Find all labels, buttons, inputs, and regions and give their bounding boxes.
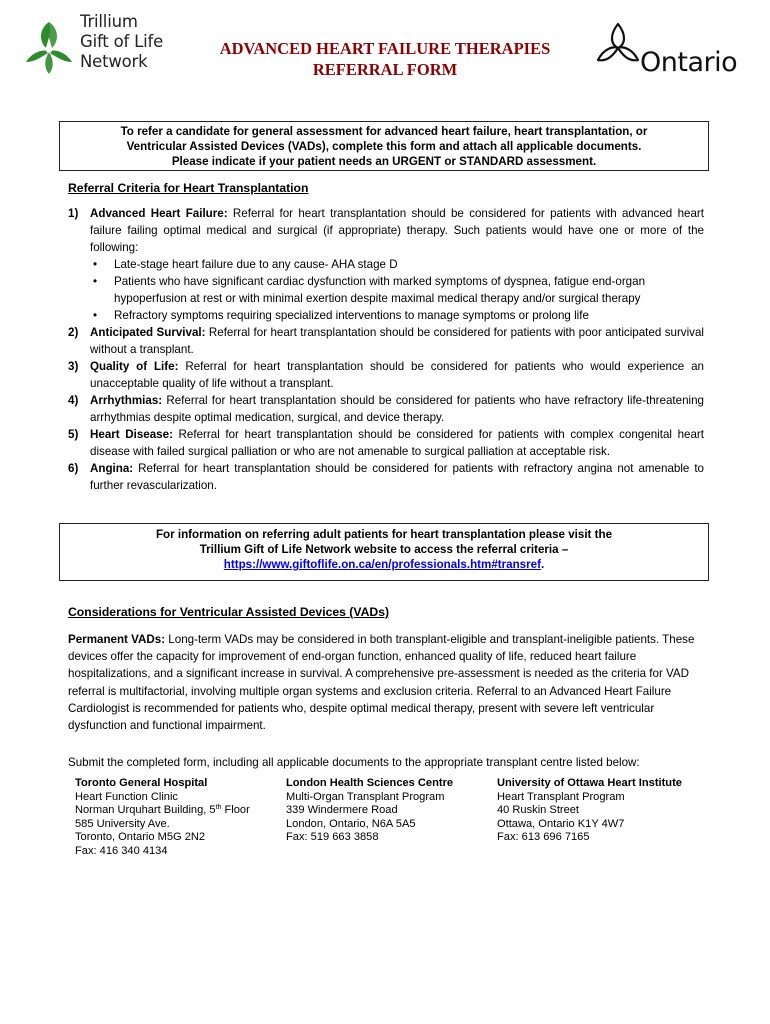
criteria-label: Advanced Heart Failure: xyxy=(90,207,228,220)
centre-building xyxy=(75,804,285,818)
centre-address: 339 Windermere Road xyxy=(286,804,398,817)
criteria-label: Angina: xyxy=(90,462,134,475)
vad-label: Permanent VADs: xyxy=(68,633,166,646)
tgln-logo xyxy=(22,12,172,78)
criteria-item xyxy=(68,426,704,460)
bullet-text: Refractory symptoms requiring specialized interventions to manage symptoms or prolong life xyxy=(114,309,589,322)
intro-instructions-box xyxy=(59,121,709,171)
criteria-item xyxy=(68,392,704,426)
centre-address: 40 Ruskin Street xyxy=(497,804,580,817)
centre-london xyxy=(286,777,496,845)
centre-city: London, Ontario, N6A 5A5 xyxy=(286,817,416,830)
centre-fax: Fax: 416 340 4134 xyxy=(75,844,168,857)
submit-instructions: Submit the completed form, including all applicable documents to the appropriate transplant centre listed below: xyxy=(68,756,640,769)
criteria-item xyxy=(68,324,704,358)
criteria-text: Referral for heart transplantation should be considered for patients who have refractory life-threatening arrhythmias despite optimal medication, surgical, and device therapy. xyxy=(90,394,704,424)
criteria-number: 4) xyxy=(68,394,79,407)
info-link-suffix: . xyxy=(540,558,545,571)
criteria-text: Referral for heart transplantation should be considered for patients who would experience an unacceptable quality of life without a transplant. xyxy=(90,360,705,390)
centre-program: Multi-Organ Transplant Program xyxy=(286,790,445,803)
centre-name: University of Ottawa Heart Institute xyxy=(497,777,682,789)
info-line: For information on referring adult patients for heart transplantation please visit the xyxy=(155,528,613,541)
trillium-outline-icon xyxy=(594,20,642,72)
bullet-text: Late-stage heart failure due to any cause- AHA stage D xyxy=(114,258,398,271)
vad-text: Long-term VADs may be considered in both transplant-eligible and transplant-ineligible patients. These devices offer the capacity for improvement of end-organ function, enhanced quality of life, reduced heart failure hospitalizations, and a significant increase in survival. A comprehensive pre-assessment is needed as the criteria for VAD referral is multifactorial, involving multiple organ systems and exclusion criteria. Referral to an Advanced Heart Failure Cardiologist is recommended for patients who, despite optimal medical therapy, present with severe left ventricular dysfunction and functional impairment. xyxy=(68,633,695,733)
form-title-line1: ADVANCED HEART FAILURE THERAPIES xyxy=(219,39,551,58)
centre-ottawa xyxy=(497,777,707,845)
centre-name: London Health Sciences Centre xyxy=(286,777,454,789)
criteria-item xyxy=(68,205,704,256)
intro-line: Ventricular Assisted Devices (VADs), complete this form and attach all applicable documents. xyxy=(126,140,642,153)
criteria-text: Referral for heart transplantation should be considered for patients with complex congenital heart disease with failed surgical palliation or who are not amenable to surgical palliation at acceptable risk. xyxy=(90,428,704,458)
criteria-number: 5) xyxy=(68,428,79,441)
vad-heading: Considerations for Ventricular Assisted Devices (VADs) xyxy=(68,605,390,619)
ontario-logo xyxy=(594,20,744,80)
transref-link[interactable]: https://www.giftoflife.on.ca/en/professionals.htm#transref xyxy=(223,558,541,571)
centre-building-text: Norman Urquhart Building, 5 xyxy=(75,804,216,817)
criteria-bullet xyxy=(68,307,704,324)
criteria-bullet xyxy=(68,256,704,273)
criteria-text: Referral for heart transplantation should be considered for patients with advanced heart failure failing optimal medical and surgical (if appropriate) therapy. Such patients would have one or more of the following: xyxy=(90,207,705,254)
intro-line: Please indicate if your patient needs an URGENT or STANDARD assessment. xyxy=(171,155,597,168)
criteria-item xyxy=(68,460,704,494)
criteria-label: Heart Disease: xyxy=(90,428,173,441)
centre-city: Toronto, Ontario M5G 2N2 xyxy=(75,831,206,844)
centre-toronto xyxy=(75,777,285,859)
centre-program: Heart Function Clinic xyxy=(75,790,178,803)
criteria-item xyxy=(68,358,704,392)
centre-building-floor: Floor xyxy=(221,804,250,817)
criteria-text: Referral for heart transplantation should be considered for patients with refractory angina not amenable to further revascularization. xyxy=(90,462,704,492)
centre-building-sup: th xyxy=(215,804,222,812)
tgln-logo-line: Trillium xyxy=(80,12,138,31)
intro-line: To refer a candidate for general assessment for advanced heart failure, heart transplantation, or xyxy=(120,125,648,138)
bullet-icon: • xyxy=(93,258,98,271)
criteria-number: 3) xyxy=(68,360,79,373)
tgln-logo-line: Network xyxy=(80,52,148,71)
form-title xyxy=(180,38,590,80)
info-link-line xyxy=(60,557,708,572)
centre-address: 585 University Ave. xyxy=(75,817,170,830)
centre-name: Toronto General Hospital xyxy=(75,777,208,789)
criteria-text: Referral for heart transplantation should be considered for patients with poor anticipated survival without a transplant. xyxy=(90,326,704,356)
vad-paragraph xyxy=(68,631,708,734)
criteria-heading: Referral Criteria for Heart Transplantation xyxy=(68,181,309,195)
bullet-text: Patients who have significant cardiac dysfunction with marked symptoms of dyspnea, fatigue end-organ hypoperfusion at rest or with minimal exertion despite maximal medical therapy and/or surgical therapy xyxy=(114,275,646,305)
bullet-icon: • xyxy=(93,309,98,322)
tgln-logo-text xyxy=(80,12,163,72)
criteria-bullet xyxy=(68,273,704,307)
tgln-logo-line: Gift of Life xyxy=(80,32,164,51)
criteria-label: Quality of Life: xyxy=(90,360,179,373)
trillium-flower-icon xyxy=(22,18,76,76)
centre-fax: Fax: 519 663 3858 xyxy=(286,831,379,844)
form-title-line2: REFERRAL FORM xyxy=(312,60,458,79)
info-line: Trillium Gift of Life Network website to access the referral criteria – xyxy=(199,543,569,556)
ontario-wordmark: Ontario xyxy=(640,47,738,78)
criteria-number: 1) xyxy=(68,207,79,220)
criteria-number: 2) xyxy=(68,326,79,339)
centre-fax: Fax: 613 696 7165 xyxy=(497,831,590,844)
centre-program: Heart Transplant Program xyxy=(497,790,625,803)
criteria-label: Arrhythmias: xyxy=(90,394,163,407)
criteria-number: 6) xyxy=(68,462,79,475)
criteria-list xyxy=(68,205,704,494)
info-box xyxy=(59,523,709,581)
bullet-icon: • xyxy=(93,275,98,288)
centre-city: Ottawa, Ontario K1Y 4W7 xyxy=(497,817,625,830)
criteria-bullets xyxy=(68,256,704,324)
criteria-label: Anticipated Survival: xyxy=(90,326,206,339)
